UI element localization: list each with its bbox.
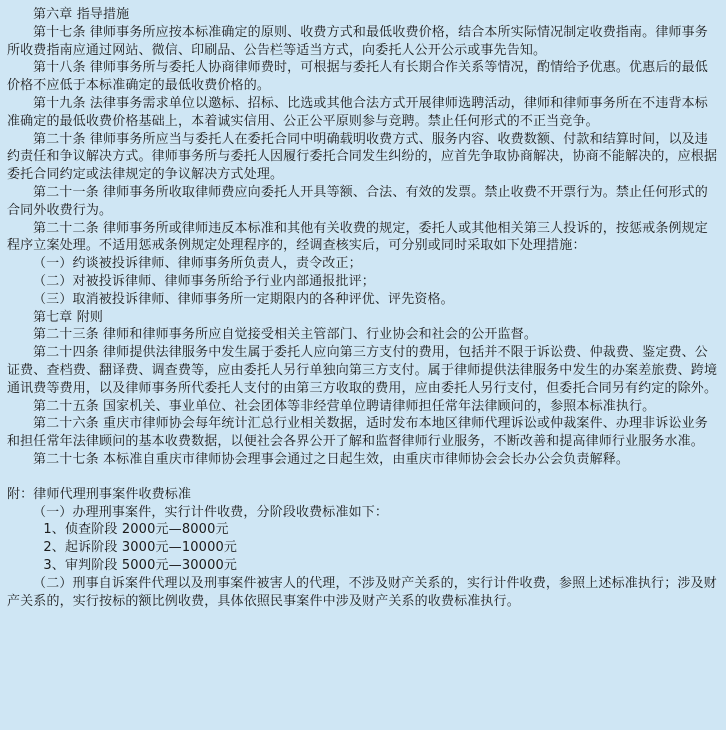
appendix-item-1: （一）办理刑事案件，实行计件收费，分阶段收费标准如下： <box>33 504 389 520</box>
article-26: 第二十六条 重庆市律师协会每年统计汇总行业相关数据，适时发布本地区律师代理诉讼或仲裁案件、办理非诉讼业务和担任常年法律顾问的基本收费数据，以便社会各界公开了解和监督律师行业服务，不断改善和提高律师行业服务水准。 <box>7 416 708 450</box>
article-25: 第二十五条 国家机关、事业单位、社会团体等非经营单位聘请律师担任常年法律顾问的，参照本标准执行。 <box>33 398 656 414</box>
measure-item: （三）取消被投诉律师、律师事务所一定期限内的各种评优、评先资格。 <box>33 291 454 307</box>
fee-stage-item: 3、审判阶段 5000元—30000元 <box>43 557 238 573</box>
article-23: 第二十三条 律师和律师事务所应自觉接受相关主管部门、行业协会和社会的公开监督。 <box>33 327 537 343</box>
measure-item: （一）约谈被投诉律师、律师事务所负责人，责令改正； <box>33 256 362 272</box>
section-spacer <box>7 469 719 486</box>
article-19: 第十九条 法律事务需求单位以邀标、招标、比选或其他合法方式开展律师选聘活动，律师和律师事务所在不违背本标准确定的最低收费价格基础上，本着诚实信用、公正公平原则参与竞聘。禁止任何形式的不正当竞争。 <box>7 95 708 129</box>
article-21: 第二十一条 律师事务所收取律师费应向委托人开具等额、合法、有效的发票。禁止收费不开票行为。禁止任何形式的合同外收费行为。 <box>7 184 708 218</box>
fee-stage-item: 1、侦查阶段 2000元—8000元 <box>43 522 229 538</box>
article-17: 第十七条 律师事务所应按本标准确定的原则、收费方式和最低收费价格，结合本所实际情况制定收费指南。律师事务所收费指南应通过网站、微信、印刷品、公告栏等适当方式，向委托人公开公示或事先告知。 <box>7 24 708 58</box>
article-24: 第二十四条 律师提供法律服务中发生属于委托人应向第三方支付的费用，包括并不限于诉讼费、仲裁费、鉴定费、公证费、查档费、翻译费、调查费等，应由委托人另行单独向第三方支付。属于律师提供法律服务中发生的办案差旅费、跨境通讯费等费用，以及律师事务所代委托人支付的由第三方收取的费用，应由委托人另行支付，但委托合同另有约定的除外。 <box>7 345 718 396</box>
chapter-6-title: 第六章 指导措施 <box>33 7 130 22</box>
chapter-7-title: 第七章 附则 <box>33 309 104 325</box>
article-27: 第二十七条 本标准自重庆市律师协会理事会通过之日起生效，由重庆市律师协会会长办公会负责解释。 <box>33 451 630 467</box>
article-22: 第二十二条 律师事务所或律师违反本标准和其他有关收费的规定，委托人或其他相关第三人投诉的，按惩戒条例规定程序立案处理。不适用惩戒条例规定处理程序的，经调查核实后，可分别或同时采取如下处理措施： <box>7 220 708 254</box>
appendix-item-2: （二）刑事自诉案件代理以及刑事案件被害人的代理，不涉及财产关系的，实行计件收费，参照上述标准执行；涉及财产关系的，实行按标的额比例收费，具体依照民事案件中涉及财产关系的收费标准执行。 <box>7 575 717 609</box>
measure-item: （二）对被投诉律师、律师事务所给予行业内部通报批评； <box>33 273 375 289</box>
article-20: 第二十条 律师事务所应当与委托人在委托合同中明确载明收费方式、服务内容、收费数额、付款和结算时间，以及违约责任和争议解决方式。律师事务所与委托人因履行委托合同发生纠纷的，应首先争取协商解决，协商不能解决的，应根据委托合同约定或法律规定的争议解决方式处理。 <box>7 131 718 183</box>
appendix-title: 附：律师代理刑事案件收费标准 <box>7 486 192 502</box>
article-18: 第十八条 律师事务所与委托人协商律师费时，可根据与委托人有长期合作关系等情况，酌情给予优惠。优惠后的最低价格不应低于本标准确定的最低收费价格的。 <box>7 60 708 94</box>
fee-stage-item: 2、起诉阶段 3000元—10000元 <box>43 540 238 556</box>
